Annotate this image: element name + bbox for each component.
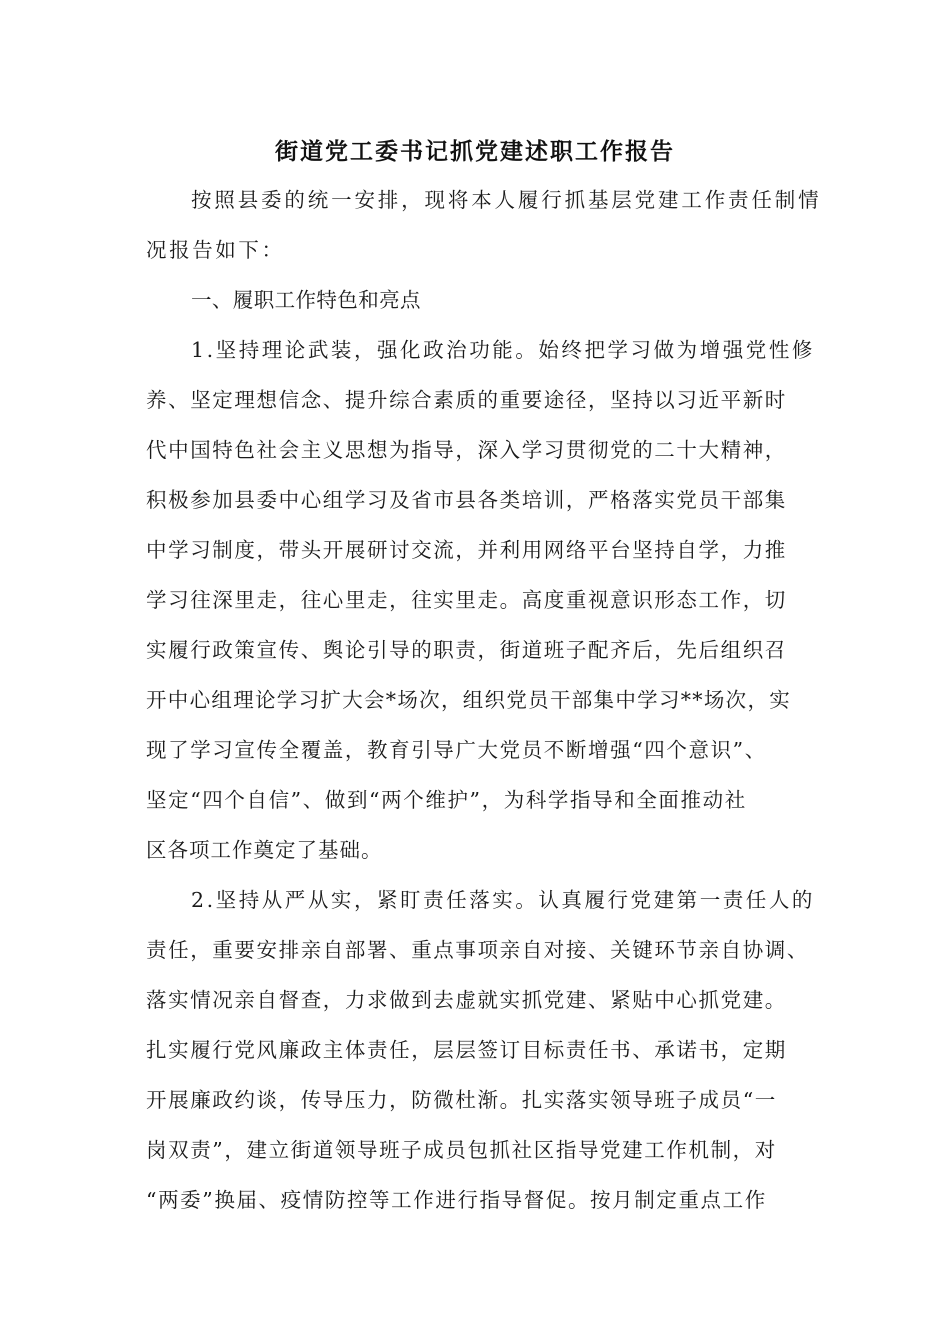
paragraph-line: 中学习制度，带头开展研讨交流，并利用网络平台坚持自学，力推: [146, 538, 787, 562]
paragraph-line: 开展廉政约谈，传导压力，防微杜渐。扎实落实领导班子成员“一: [146, 1088, 777, 1112]
paragraph-line: 落实情况亲自督查，力求做到去虚就实抓党建、紧贴中心抓党建。: [146, 988, 787, 1012]
paragraph-line: 实履行政策宣传、舆论引导的职责，街道班子配齐后，先后组织召: [146, 638, 787, 662]
document-title: 街道党工委书记抓党建述职工作报告: [275, 138, 675, 165]
paragraph-line: 坚定“四个自信”、做到“两个维护”，为科学指导和全面推动社: [146, 788, 747, 812]
paragraph-line: 开中心组理论学习扩大会*场次，组织党员干部集中学习**场次，实: [146, 688, 792, 712]
paragraph-line: 区各项工作奠定了基础。: [146, 838, 383, 862]
paragraph-line: 积极参加县委中心组学习及省市县各类培训，严格落实党员干部集: [146, 488, 787, 512]
paragraph-line: 责任，重要安排亲自部署、重点事项亲自对接、关键环节亲自协调、: [146, 938, 809, 962]
paragraph-line: 1.坚持理论武装，强化政治功能。始终把学习做为增强党性修: [191, 338, 815, 362]
paragraph-line: 按照县委的统一安排，现将本人履行抓基层党建工作责任制情: [191, 188, 822, 212]
paragraph-line: 况报告如下：: [146, 238, 285, 262]
paragraph-line: 2.坚持从严从实，紧盯责任落实。认真履行党建第一责任人的: [191, 888, 815, 912]
paragraph-line: “两委”换届、疫情防控等工作进行指导督促。按月制定重点工作: [146, 1188, 767, 1212]
paragraph-line: 养、坚定理想信念、提升综合素质的重要途径，坚持以习近平新时: [146, 388, 787, 412]
paragraph-line: 扎实履行党风廉政主体责任，层层签订目标责任书、承诺书，定期: [146, 1038, 787, 1062]
paragraph-line: 现了学习宣传全覆盖，教育引导广大党员不断增强“四个意识”、: [146, 738, 767, 762]
paragraph-line: 学习往深里走，往心里走，往实里走。高度重视意识形态工作，切: [146, 588, 787, 612]
section-heading: 一、履职工作特色和亮点: [191, 288, 421, 312]
paragraph-line: 代中国特色社会主义思想为指导，深入学习贯彻党的二十大精神，: [146, 438, 787, 462]
paragraph-line: 岗双责”，建立街道领导班子成员包抓社区指导党建工作机制，对: [146, 1138, 777, 1162]
